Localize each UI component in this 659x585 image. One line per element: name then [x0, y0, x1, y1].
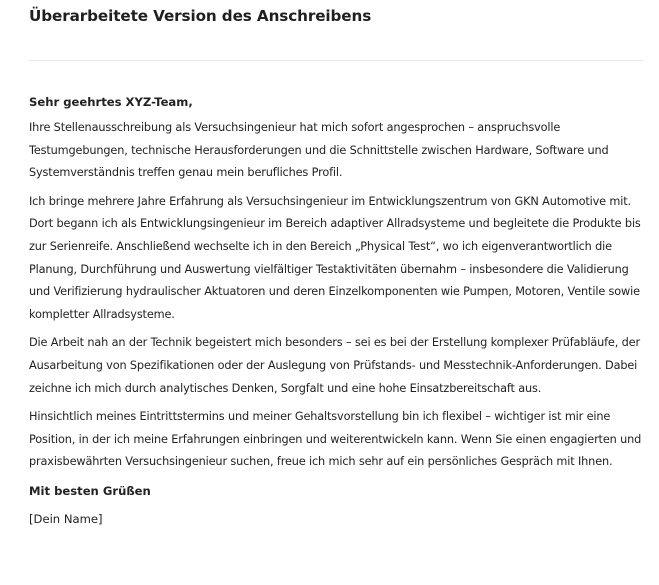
document [29, 0, 643, 530]
page-title: Überarbeitete Version des Anschreibens [29, 7, 372, 25]
letter-paragraph: Ich bringe mehrere Jahre Erfahrung als Versuchsingenieur im Entwicklungszentrum von GKN Automotive mit. Dort begann ich als Entwicklungsingenieur im Bereich adaptiver Allradsysteme und begleitete die Produkte bis zur Serienreife. Anschließend wechselte ich in den Bereich „Physical Test“, wo ich eigenverantwortlich die Planung, Durchführung und Auswertung vielfältiger Testaktivitäten übernahm – insbesondere die Validierung und Verifizierung hydraulischer Aktuatoren und deren Einzelkomponenten wie Pumpen, Motoren, Ventile sowie kompletter Allradsysteme. [29, 194, 641, 321]
letter-paragraph: Hinsichtlich meines Eintrittstermins und meiner Gehaltsvorstellung bin ich flexibel – wichtiger ist mir eine Position, in der ich meine Erfahrungen einbringen und weiterentwickeln kann. Wenn Sie einen engagierten und praxisbewährten Versuchsingenieur suchen, freue ich mich sehr auf ein persönliches Gespräch mit Ihnen. [29, 410, 642, 469]
letter-paragraph: Ihre Stellenausschreibung als Versuchsingenieur hat mich sofort angesprochen – anspruchsvolle Testumgebungen, technische Herausforderungen und die Schnittstelle zwischen Hardware, Software und Systemverständnis treffen genau mein berufliches Profil. [29, 121, 609, 180]
letter-signature: [Dein Name] [29, 511, 103, 526]
letter-closing: Mit besten Grüßen [29, 483, 151, 498]
letter-greeting: Sehr geehrtes XYZ-Team, [29, 95, 193, 109]
letter-body [29, 95, 643, 530]
divider [29, 60, 643, 61]
letter-paragraph: Die Arbeit nah an der Technik begeistert mich besonders – sei es bei der Erstellung komplexer Prüfabläufe, der Ausarbeitung von Spezifikationen oder der Auslegung von Prüfstands- und Messtechnik-Anforderungen. Dabei zeichne ich mich durch analytisches Denken, Sorgfalt und eine hohe Einsatzbereitschaft aus. [29, 336, 640, 395]
